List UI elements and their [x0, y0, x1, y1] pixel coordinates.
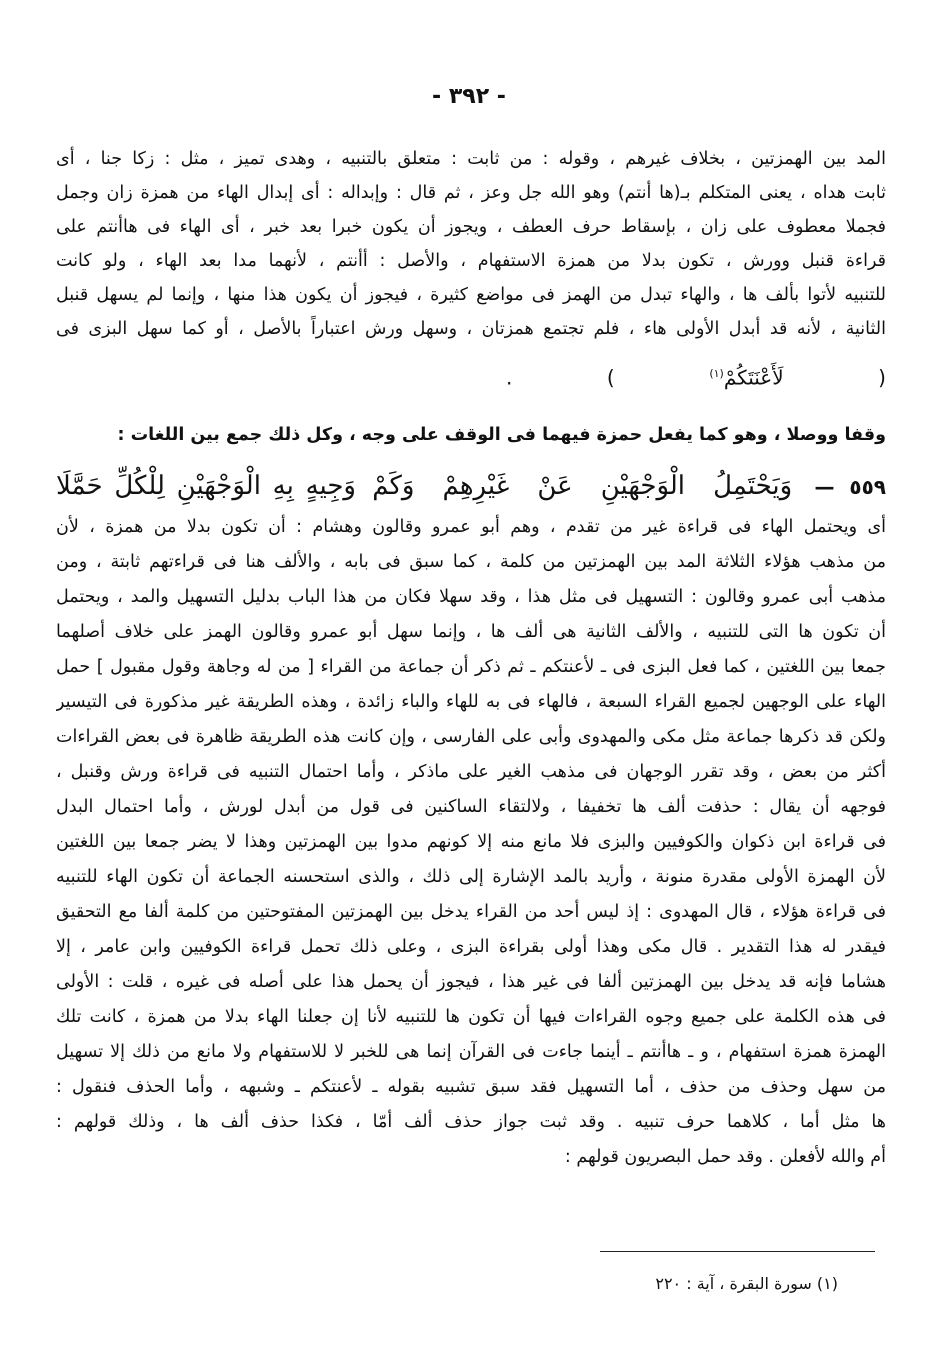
poem-verse: [56, 462, 886, 510]
text-line: أى ويحتمل الهاء فى قراءة غير من تقدم ، وهم أبو عمرو وقالون وهشام : أن تكون بدلا من همزة ، لأن: [56, 517, 886, 537]
text-line: فى قراءة هؤلاء ، قال المهدوى : إذ ليس أحد من القراء يدخل بين الهمزتين المفتوحتين من كلمة ألفا مع التحقيق: [56, 902, 886, 922]
paragraph-3: [56, 510, 886, 1230]
quran-quote-text: ( لَأَعْنَتَكُمْ: [723, 365, 886, 390]
verse-number: ٥٥٩ —: [814, 475, 887, 499]
text-line: قراءة قنبل وورش ، تكون بدلا من همزة الاستفهام ، والأصل : أأنتم ، لأنهما مدا بعد الهاء ، ولو كانت: [56, 251, 886, 271]
text-line: الهاء على الوجهين لجميع القراء السبعة ، فالهاء فى به للهاء والباء زائدة ، وهذه الطريقة غير مذكورة فى التيسير: [56, 692, 886, 712]
text-line: فجملا معطوف على زان ، بإسقاط حرف العطف ، ويجوز أن يكون خبرا بعد خبر ، أى الهاء فى هاأنتم على: [56, 217, 886, 237]
quran-quote: [506, 354, 886, 394]
footnote: (١) سورة البقرة ، آية : ٢٢٠: [655, 1274, 838, 1293]
text-line: ثابت هداه ، يعنى المتكلم بـ(ها أنتم) وهو الله جل وعز ، ثم قال : وإبداله : أى إبدال الهاء من همزة زان وجمل: [56, 183, 886, 203]
text-line: ها مثل أما ، كلاهما حرف تنبيه . وقد ثبت جواز حذف ألف أمّا ، فكذا حذف ألف ها ، وذلك قولهم :: [56, 1112, 886, 1132]
text-line: أم والله لأفعلن . وقد حمل البصريون قولهم :: [564, 1147, 886, 1167]
text-line: من سهل وحذف من حذف ، أما التسهيل فقد سبق تشبيه بقوله ـ لأعنتكم ـ وشبهه ، وأما الحذف فنقول :: [56, 1077, 886, 1097]
footnote-divider: [600, 1251, 875, 1252]
quran-quote-end: ) .: [506, 365, 615, 390]
verse-hemistich-1: وَيَحْتَمِلُ الْوَجْهَيْنِ عَنْ غَيْرِهِمْ وَكَمْ: [372, 471, 793, 501]
text-line: فى هذه الكلمة على جميع وجوه القراءات فيها أن تكون ها للتنبيه لأنا إن جعلنا الهاء بدلا من همزة ، كانت تلك: [56, 1007, 886, 1027]
paragraph-2: وقفا ووصلا ، وهو كما يفعل حمزة فيهما فى الوقف على وجه ، وكل ذلك جمع بين اللغات :: [117, 425, 886, 445]
text-line: المد بين الهمزتين ، بخلاف غيرهم ، وقوله : من ثابت : متعلق بالتنبيه ، وهدى تميز ، مثل : زكا جنا ، أى: [56, 149, 886, 169]
text-line: جمعا بين اللغتين ، كما فعل البزى فى ـ لأعنتكم ـ ثم ذكر أن جماعة من القراء [ من له وجاهة وقول مقبول ] حمل: [56, 657, 886, 677]
text-line: هشاما فإنه قد يدخل بين الهمزتين ألفا فى غير هذا ، فيجوز أن يحمل هذا على أصله فى غيره ، قلت : الأولى: [56, 972, 886, 992]
text-line: فيقدر له هذا التقدير . قال مكى وهذا أولى بقراءة البزى ، وعلى ذلك تحمل قراءة الكوفيين وابن عامر ، إلا: [56, 937, 886, 957]
verse-section: [56, 0, 886, 520]
text-line: ولكن قد ذكرها جماعة مثل مكى والمهدوى وأبى على الفارسى ، وإن كانت هذه الطريقة ظاهرة فى بعض القراءات: [56, 727, 886, 747]
text-line: أكثر من بعض ، وقد تقرر الوجهان فى مذهب الغير على ماذكر ، وأما احتمال التنبيه فى قراءة ورش وقنبل ،: [56, 762, 886, 782]
text-line: للتنبيه لأتوا بألف ها ، والهاء تبدل من الهمز فى مواضع كثيرة ، فيجوز أن يكون هذا منها ، وإنما لم يسهل قنبل: [56, 285, 886, 305]
text-line: الثانية ، لأنه قد أبدل الأولى هاء ، فلم تجتمع همزتان ، وسهل ورش اعتباراً بالأصل ، أو كما سهل البزى فى: [56, 319, 886, 339]
text-line: الهمزة همزة استفهام ، و ـ هاأنتم ـ أينما جاءت فى القرآن إنما هى للخبر لا للاستفهام ولا مانع من ذلك إلا تسهيل: [56, 1042, 886, 1062]
text-line: لأن الهمزة الأولى مقدرة منونة ، وأريد بالمد الإشارة إلى ذلك ، والذى استحسنه الجماعة أن تكون الهاء للتنبيه: [56, 867, 886, 887]
text-line: من مذهب هؤلاء الثلاثة المد بين الهمزتين من كلمة ، كما سبق فى بابه ، والألف هنا فى قراءتهم ثابتة ، ومن: [56, 552, 886, 572]
verse-hemistich-2: وَجِيهٍ بِهِ الْوَجْهَيْنِ لِلْكُلِّ حَمَّلَا: [56, 471, 356, 501]
page-number: - ٣٩٢ -: [432, 84, 506, 109]
text-line: أن تكون ها التى للتنبيه ، والألف الثانية هى ألف ها ، وإنما سهل أبو عمرو وقالون الهمز على خلاف أصلهما: [56, 622, 886, 642]
text-line: فى قراءة ابن ذكوان والكوفيين والبزى فلا مانع منه إلا كونهم مدوا بين الهمزتين وهذا لا يضر جمعا بين اللغتين: [56, 832, 886, 852]
text-line: مذهب أبى عمرو وقالون : التسهيل فى مثل هذا ، وقد سهلا فكان من هذا الباب بدليل التسهيل والمد ، ويحتمل: [56, 587, 886, 607]
footnote-ref: (١): [709, 367, 724, 380]
text-line: فوجهه أن يقال : حذفت ألف ها تخفيفا ، ولالتقاء الساكنين فى قول من أبدل لورش ، وأما احتمال البدل: [56, 797, 886, 817]
